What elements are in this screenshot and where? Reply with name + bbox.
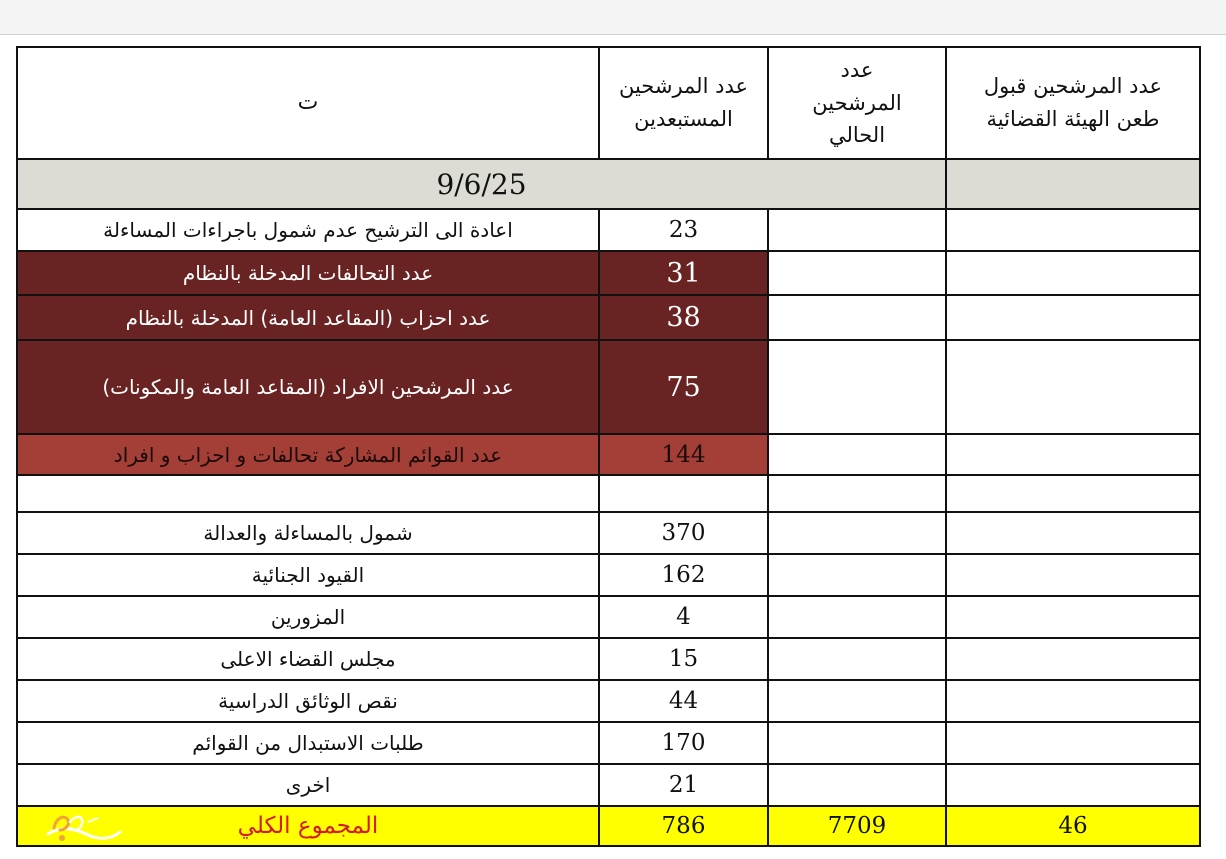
- row-label: عدد القوائم المشاركة تحالفات و احزاب و افراد: [17, 434, 599, 475]
- empty-cell: [946, 295, 1200, 340]
- empty-cell: [768, 434, 946, 475]
- table-row: [17, 209, 1200, 251]
- table-row: [17, 722, 1200, 764]
- empty-cell: [946, 764, 1200, 806]
- empty-cell: [768, 209, 946, 251]
- table-row: [17, 554, 1200, 596]
- date-row-empty-cell: [946, 159, 1200, 209]
- empty-cell: [946, 475, 1200, 512]
- total-before-appeal: 46: [946, 806, 1200, 846]
- header-before-label: عدد المرشحين قبول طعن الهيئة القضائية: [983, 74, 1163, 131]
- empty-cell: [946, 340, 1200, 434]
- row-value: 31: [599, 251, 768, 295]
- empty-cell: [768, 764, 946, 806]
- empty-cell: [946, 251, 1200, 295]
- viewer-top-bar: [0, 0, 1226, 35]
- empty-cell: [946, 554, 1200, 596]
- empty-cell: [946, 434, 1200, 475]
- row-value: 162: [599, 554, 768, 596]
- row-label: نقص الوثائق الدراسية: [17, 680, 599, 722]
- row-value: 44: [599, 680, 768, 722]
- header-current-label: عدد المرشحين الحالي: [812, 58, 902, 148]
- total-label: المجموع الكلي: [17, 806, 599, 846]
- table-row: [17, 512, 1200, 554]
- row-value: 370: [599, 512, 768, 554]
- header-current-count: [768, 47, 946, 159]
- table-row: [17, 680, 1200, 722]
- table-row: [17, 251, 1200, 295]
- header-excluded-count: [599, 47, 768, 159]
- row-label: عدد التحالفات المدخلة بالنظام: [17, 251, 599, 295]
- row-label: المزورين: [17, 596, 599, 638]
- row-label: مجلس القضاء الاعلى: [17, 638, 599, 680]
- empty-cell: [768, 554, 946, 596]
- empty-cell: [946, 638, 1200, 680]
- candidates-table: [16, 46, 1201, 847]
- row-value: 4: [599, 596, 768, 638]
- empty-cell: [768, 680, 946, 722]
- empty-cell: [946, 512, 1200, 554]
- header-before-appeal-count: [946, 47, 1200, 159]
- table-row: [17, 638, 1200, 680]
- row-value: 144: [599, 434, 768, 475]
- empty-cell: [946, 596, 1200, 638]
- empty-cell: [768, 638, 946, 680]
- empty-cell: [946, 209, 1200, 251]
- row-value: 15: [599, 638, 768, 680]
- table-row: [17, 596, 1200, 638]
- empty-cell: [599, 475, 768, 512]
- row-value: 75: [599, 340, 768, 434]
- header-excluded-label: عدد المرشحين المستبعدين: [618, 74, 748, 131]
- empty-cell: [768, 251, 946, 295]
- empty-cell: [768, 722, 946, 764]
- row-label: اخرى: [17, 764, 599, 806]
- empty-cell: [768, 475, 946, 512]
- row-value: 21: [599, 764, 768, 806]
- empty-cell: [17, 475, 599, 512]
- row-label: اعادة الى الترشيح عدم شمول باجراءات المساءلة: [17, 209, 599, 251]
- date-cell: 9/6/25: [17, 159, 946, 209]
- empty-cell: [768, 512, 946, 554]
- row-value: 23: [599, 209, 768, 251]
- table-row: [17, 434, 1200, 475]
- row-label: القيود الجنائية: [17, 554, 599, 596]
- header-row: [17, 47, 1200, 159]
- row-label: طلبات الاستبدال من القوائم: [17, 722, 599, 764]
- date-row: [17, 159, 1200, 209]
- row-value: 38: [599, 295, 768, 340]
- empty-cell: [946, 722, 1200, 764]
- total-excluded: 786: [599, 806, 768, 846]
- table-row: [17, 340, 1200, 434]
- spacer-row: [17, 475, 1200, 512]
- table-row: [17, 764, 1200, 806]
- row-label: شمول بالمساءلة والعدالة: [17, 512, 599, 554]
- header-t: ت: [17, 47, 599, 159]
- empty-cell: [768, 596, 946, 638]
- empty-cell: [768, 340, 946, 434]
- total-current: 7709: [768, 806, 946, 846]
- empty-cell: [946, 680, 1200, 722]
- row-label: عدد المرشحين الافراد (المقاعد العامة والمكونات): [17, 340, 599, 434]
- table-row: [17, 295, 1200, 340]
- empty-cell: [768, 295, 946, 340]
- row-value: 170: [599, 722, 768, 764]
- total-row: [17, 806, 1200, 846]
- row-label: عدد احزاب (المقاعد العامة) المدخلة بالنظام: [17, 295, 599, 340]
